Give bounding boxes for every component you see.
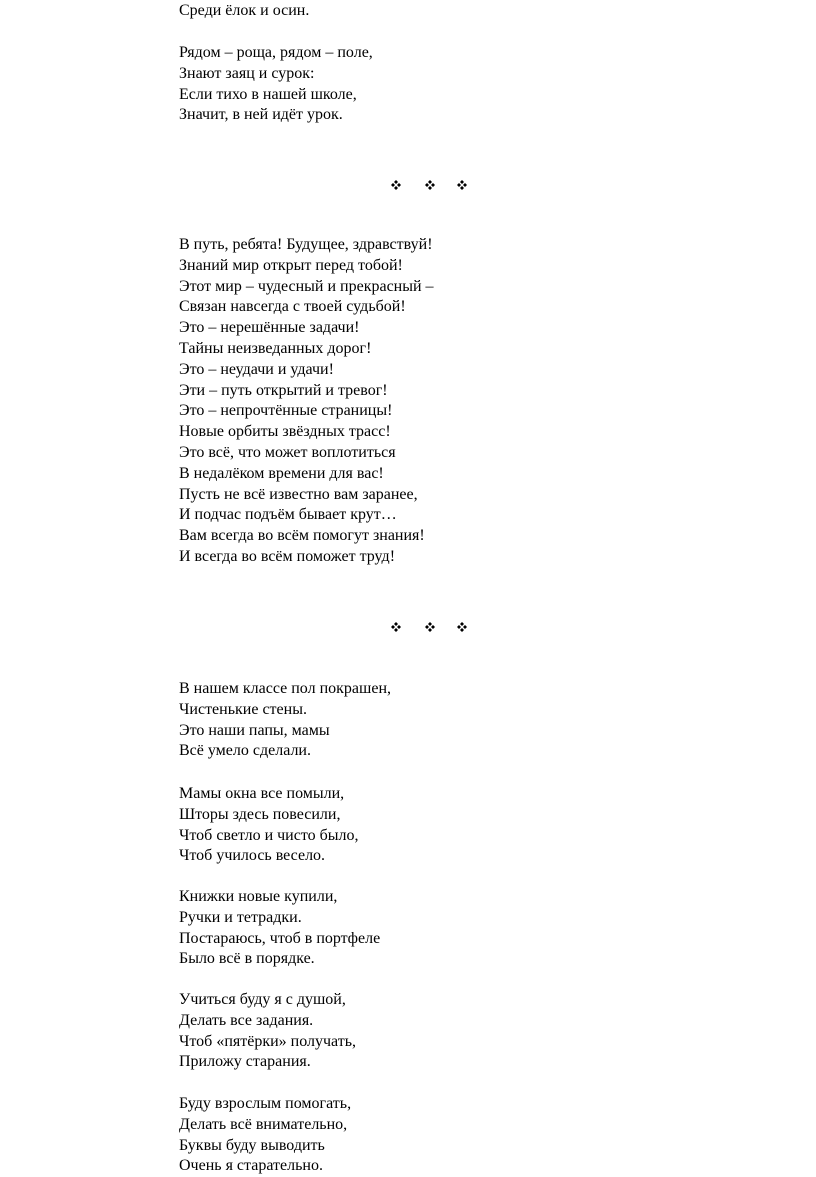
poem-line: Эти – путь открытий и тревог! [179, 381, 388, 399]
four-diamond-ornament-icon [386, 619, 486, 635]
stanza-3 [179, 235, 699, 568]
poem-line: Учиться буду я с душой, [179, 991, 346, 1008]
poem-line: Среди ёлок и осин. [179, 2, 310, 19]
poem-line: Чтоб светло и чисто было, [179, 826, 359, 844]
poem-line: В недалёком времени для вас! [179, 464, 384, 482]
poem-line: Это – непрочтённые страницы! [179, 402, 393, 420]
stanza-6 [179, 887, 699, 970]
poem-line: Очень я старательно. [179, 1157, 323, 1175]
stanza-5 [179, 784, 699, 867]
poem-line: Тайны неизведанных дорог! [179, 339, 372, 357]
poem-line: Значит, в ней идёт урок. [179, 106, 343, 124]
poem-line: В нашем классе пол покрашен, [179, 680, 391, 697]
poem-line: Чтоб «пятёрки» получать, [179, 1032, 357, 1050]
poem-line: Новые орбиты звёздных трасс! [179, 423, 391, 441]
stanza-8 [179, 1094, 699, 1177]
poem-line: Буду взрослым помогать, [179, 1095, 352, 1112]
poem-line: Приложу старания. [179, 1053, 311, 1071]
poem-line: Это всё, что может воплотиться [179, 443, 396, 461]
poem-line: Книжки новые купили, [179, 888, 338, 905]
poem-line: И подчас подъём бывает крут… [179, 506, 397, 524]
section-divider [386, 177, 486, 193]
poem-line: Вам всегда во всём помогут знания! [179, 527, 425, 545]
stanza-2 [179, 43, 699, 126]
poem-line: Делать все задания. [179, 1011, 314, 1029]
poem-line: Мамы окна все помыли, [179, 785, 345, 802]
stanza-4 [179, 679, 699, 762]
four-diamond-ornament-icon [386, 177, 486, 193]
poem-line: Этот мир – чудесный и прекрасный – [179, 277, 434, 295]
stanza-7 [179, 990, 699, 1073]
poem-line: Рядом – роща, рядом – поле, [179, 44, 373, 61]
poem-line: Знают заяц и сурок: [179, 64, 315, 82]
poem-line: Делать всё внимательно, [179, 1115, 348, 1133]
poem-line: Чтоб училось весело. [179, 847, 326, 865]
poem-line: Буквы буду выводить [179, 1136, 325, 1154]
poem-line: Всё умело сделали. [179, 742, 311, 760]
poem-line: Это – нерешённые задачи! [179, 319, 360, 337]
section-divider [386, 619, 486, 635]
poem-line: Знаний мир открыт перед тобой! [179, 256, 403, 274]
stanza-1 [179, 1, 699, 22]
poem-line: Связан навсегда с твоей судьбой! [179, 298, 406, 316]
poem-line: В путь, ребята! Будущее, здравствуй! [179, 236, 433, 253]
poem-line: Шторы здесь повесили, [179, 805, 341, 823]
poem-line: Ручки и тетрадки. [179, 908, 302, 926]
poem-line: Это наши папы, мамы [179, 721, 330, 739]
poem-line: Если тихо в нашей школе, [179, 85, 357, 103]
poem-line: Это – неудачи и удачи! [179, 360, 334, 378]
poem-line: Постараюсь, чтоб в портфеле [179, 929, 381, 947]
poem-line: И всегда во всём поможет труд! [179, 547, 396, 565]
poem-line: Чистенькие стены. [179, 700, 307, 718]
poem-line: Было всё в порядке. [179, 950, 315, 968]
poem-line: Пусть не всё известно вам заранее, [179, 485, 418, 503]
